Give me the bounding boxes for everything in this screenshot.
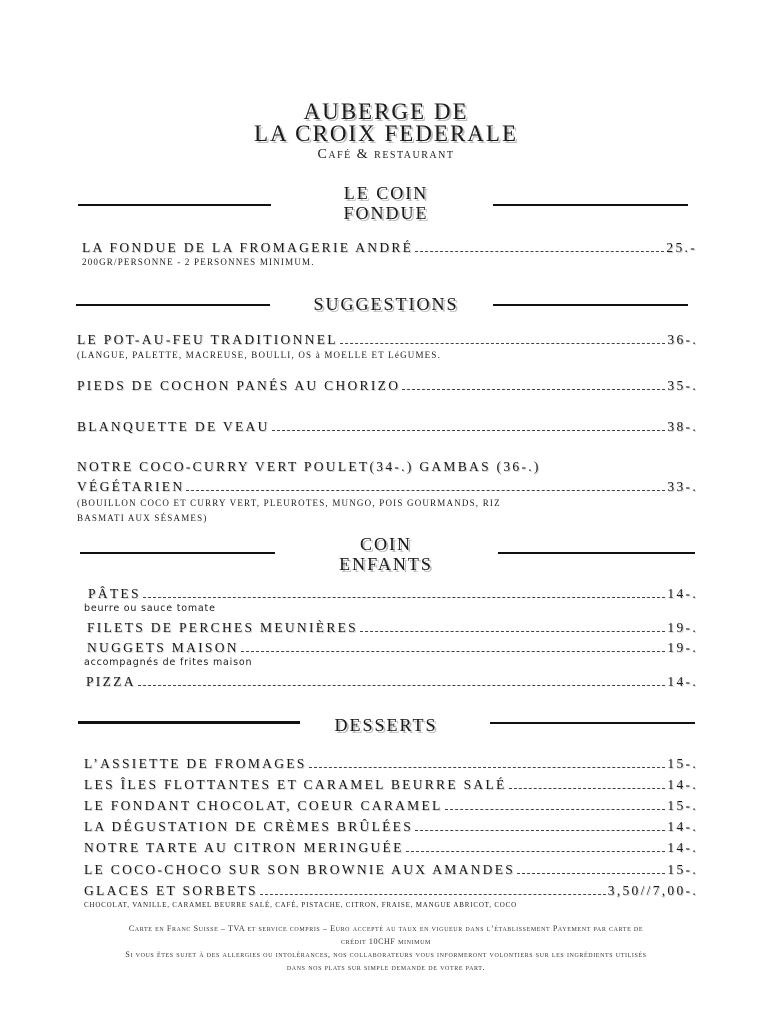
menu-item: [86, 674, 698, 690]
restaurant-name-line2: LA CROIX FEDERALE: [254, 121, 518, 146]
item-price: 36-.: [667, 332, 698, 347]
menu-item: [84, 883, 698, 899]
item-name: PIEDS DE COCHON PANÉS AU CHORIZO: [77, 378, 401, 393]
item-name: NOTRE TARTE AU CITRON MERINGUÉE: [84, 840, 404, 856]
item-name: LES ÎLES FLOTTANTES ET CARAMEL BEURRE SALÉ: [84, 777, 507, 793]
item-price: 35-.: [667, 378, 698, 393]
dotted-leader: [415, 830, 665, 831]
item-name: NUGGETS MAISON: [87, 640, 239, 655]
item-price: 14-.: [667, 840, 698, 856]
item-price: 19-.: [667, 640, 698, 655]
item-price: 15-.: [667, 798, 698, 814]
item-note: (BOUILLON COCO ET CURRY VERT, PLEUROTES, MUNGO, POIS GOURMANDS, RIZ: [77, 498, 501, 508]
dotted-leader: [406, 851, 666, 852]
dotted-leader: [445, 809, 666, 810]
item-name: BLANQUETTE DE VEAU: [77, 419, 270, 434]
item-name: L’ASSIETTE DE FROMAGES: [84, 756, 307, 771]
dotted-leader: [402, 389, 665, 390]
section-heading-enfants-line1: COIN: [360, 534, 412, 554]
menu-item: [77, 419, 698, 435]
menu-item: [87, 640, 698, 656]
item-name: LA DÉGUSTATION DE CRÈMES BRÛLÉES: [84, 819, 414, 835]
menu-item: [84, 840, 698, 856]
dotted-leader: [509, 788, 666, 789]
item-name: LE FONDANT CHOCOLAT, COEUR CARAMEL: [84, 798, 443, 814]
item-note: BASMATI AUX SÉSAMES): [77, 513, 208, 523]
dotted-leader: [309, 767, 666, 768]
dotted-leader: [186, 490, 665, 491]
item-name: FILETS DE PERCHES MEUNIÈRES: [87, 620, 358, 635]
section-heading-fondue-line2: FONDUE: [343, 203, 429, 223]
item-price: 15-.: [667, 756, 698, 771]
item-name: NOTRE COCO-CURRY VERT POULET(34-.) GAMBAS (36-.): [77, 459, 541, 474]
menu-item: [87, 620, 698, 636]
dotted-leader: [143, 597, 666, 598]
dotted-leader: [360, 631, 665, 632]
item-name: LA FONDUE DE LA FROMAGERIE ANDRÉ: [82, 240, 414, 255]
dotted-leader: [517, 873, 665, 874]
menu-item: [84, 862, 698, 878]
menu-item: [77, 332, 698, 348]
item-name: LE COCO-CHOCO SUR SON BROWNIE AUX AMANDES: [84, 861, 516, 877]
item-name: VÉGÉTARIEN: [77, 479, 185, 494]
item-price: 14-.: [667, 777, 698, 793]
footer-line1: Carte en Franc Suisse – TVA et service compris – Euro accepté au taux en vigueur dans l’établissement Payement par carte de: [128, 924, 644, 933]
section-heading-enfants-line2: ENFANTS: [339, 554, 433, 574]
dotted-leader: [138, 685, 666, 686]
item-note: (LANGUE, PALETTE, MACREUSE, BOULLI, OS à MOELLE ET LéGUMES.: [77, 350, 442, 360]
section-heading-desserts: DESSERTS: [334, 715, 438, 735]
item-price: 38-.: [667, 419, 698, 434]
restaurant-subtitle: Café & restaurant: [317, 147, 455, 162]
menu-item: [82, 240, 697, 256]
item-name: GLACES ET SORBETS: [84, 882, 258, 898]
menu-item: [84, 777, 698, 793]
item-note: beurre ou sauce tomate: [84, 603, 216, 614]
section-heading-suggestions: SUGGESTIONS: [313, 294, 459, 314]
dotted-leader: [272, 430, 666, 431]
item-price: 14-.: [667, 586, 698, 601]
restaurant-name-line1: AUBERGE DE: [303, 99, 469, 124]
footer-line4: dans nos plats sur simple demande de votre part.: [286, 963, 486, 972]
item-name: PÂTES: [88, 586, 141, 601]
menu-item: [84, 798, 698, 814]
dotted-leader: [415, 251, 664, 252]
dotted-leader: [340, 343, 666, 344]
item-note: accompagnés de frites maison: [84, 657, 253, 668]
menu-item: [84, 756, 698, 772]
item-price: 33-.: [667, 479, 698, 494]
item-name: PIZZA: [86, 674, 136, 689]
item-price: 19-.: [667, 620, 698, 635]
menu-item: [77, 479, 698, 495]
item-note: CHOCOLAT, VANILLE, CARAMEL BEURRE SALÉ, CAFÉ, PISTACHE, CITRON, FRAISE, MANGUE ABRICOT, COCO: [84, 900, 517, 909]
menu-item: [77, 378, 698, 394]
item-price: 25.-: [666, 240, 697, 255]
footer-line3: Si vous êtes sujet à des allergies ou intolérances, nos collaborateurs vous informeront volontiers sur les ingrédients utilisés: [125, 950, 647, 959]
dotted-leader: [260, 894, 606, 895]
menu-item-line1: [77, 459, 541, 475]
item-price: 3,50//7,00-.: [607, 882, 698, 898]
dotted-leader: [241, 651, 666, 652]
footer-line2: crédit 10CHF minimum: [341, 937, 431, 946]
section-heading-fondue-line1: LE COIN: [343, 183, 429, 203]
item-name: LE POT-AU-FEU TRADITIONNEL: [77, 332, 338, 347]
item-price: 15-.: [667, 861, 698, 877]
menu-item: [84, 819, 698, 835]
item-price: 14-.: [667, 819, 698, 835]
item-note: 200GR/PERSONNE - 2 PERSONNES MINIMUM.: [82, 257, 315, 267]
menu-item: [88, 586, 698, 602]
item-price: 14-.: [667, 674, 698, 689]
